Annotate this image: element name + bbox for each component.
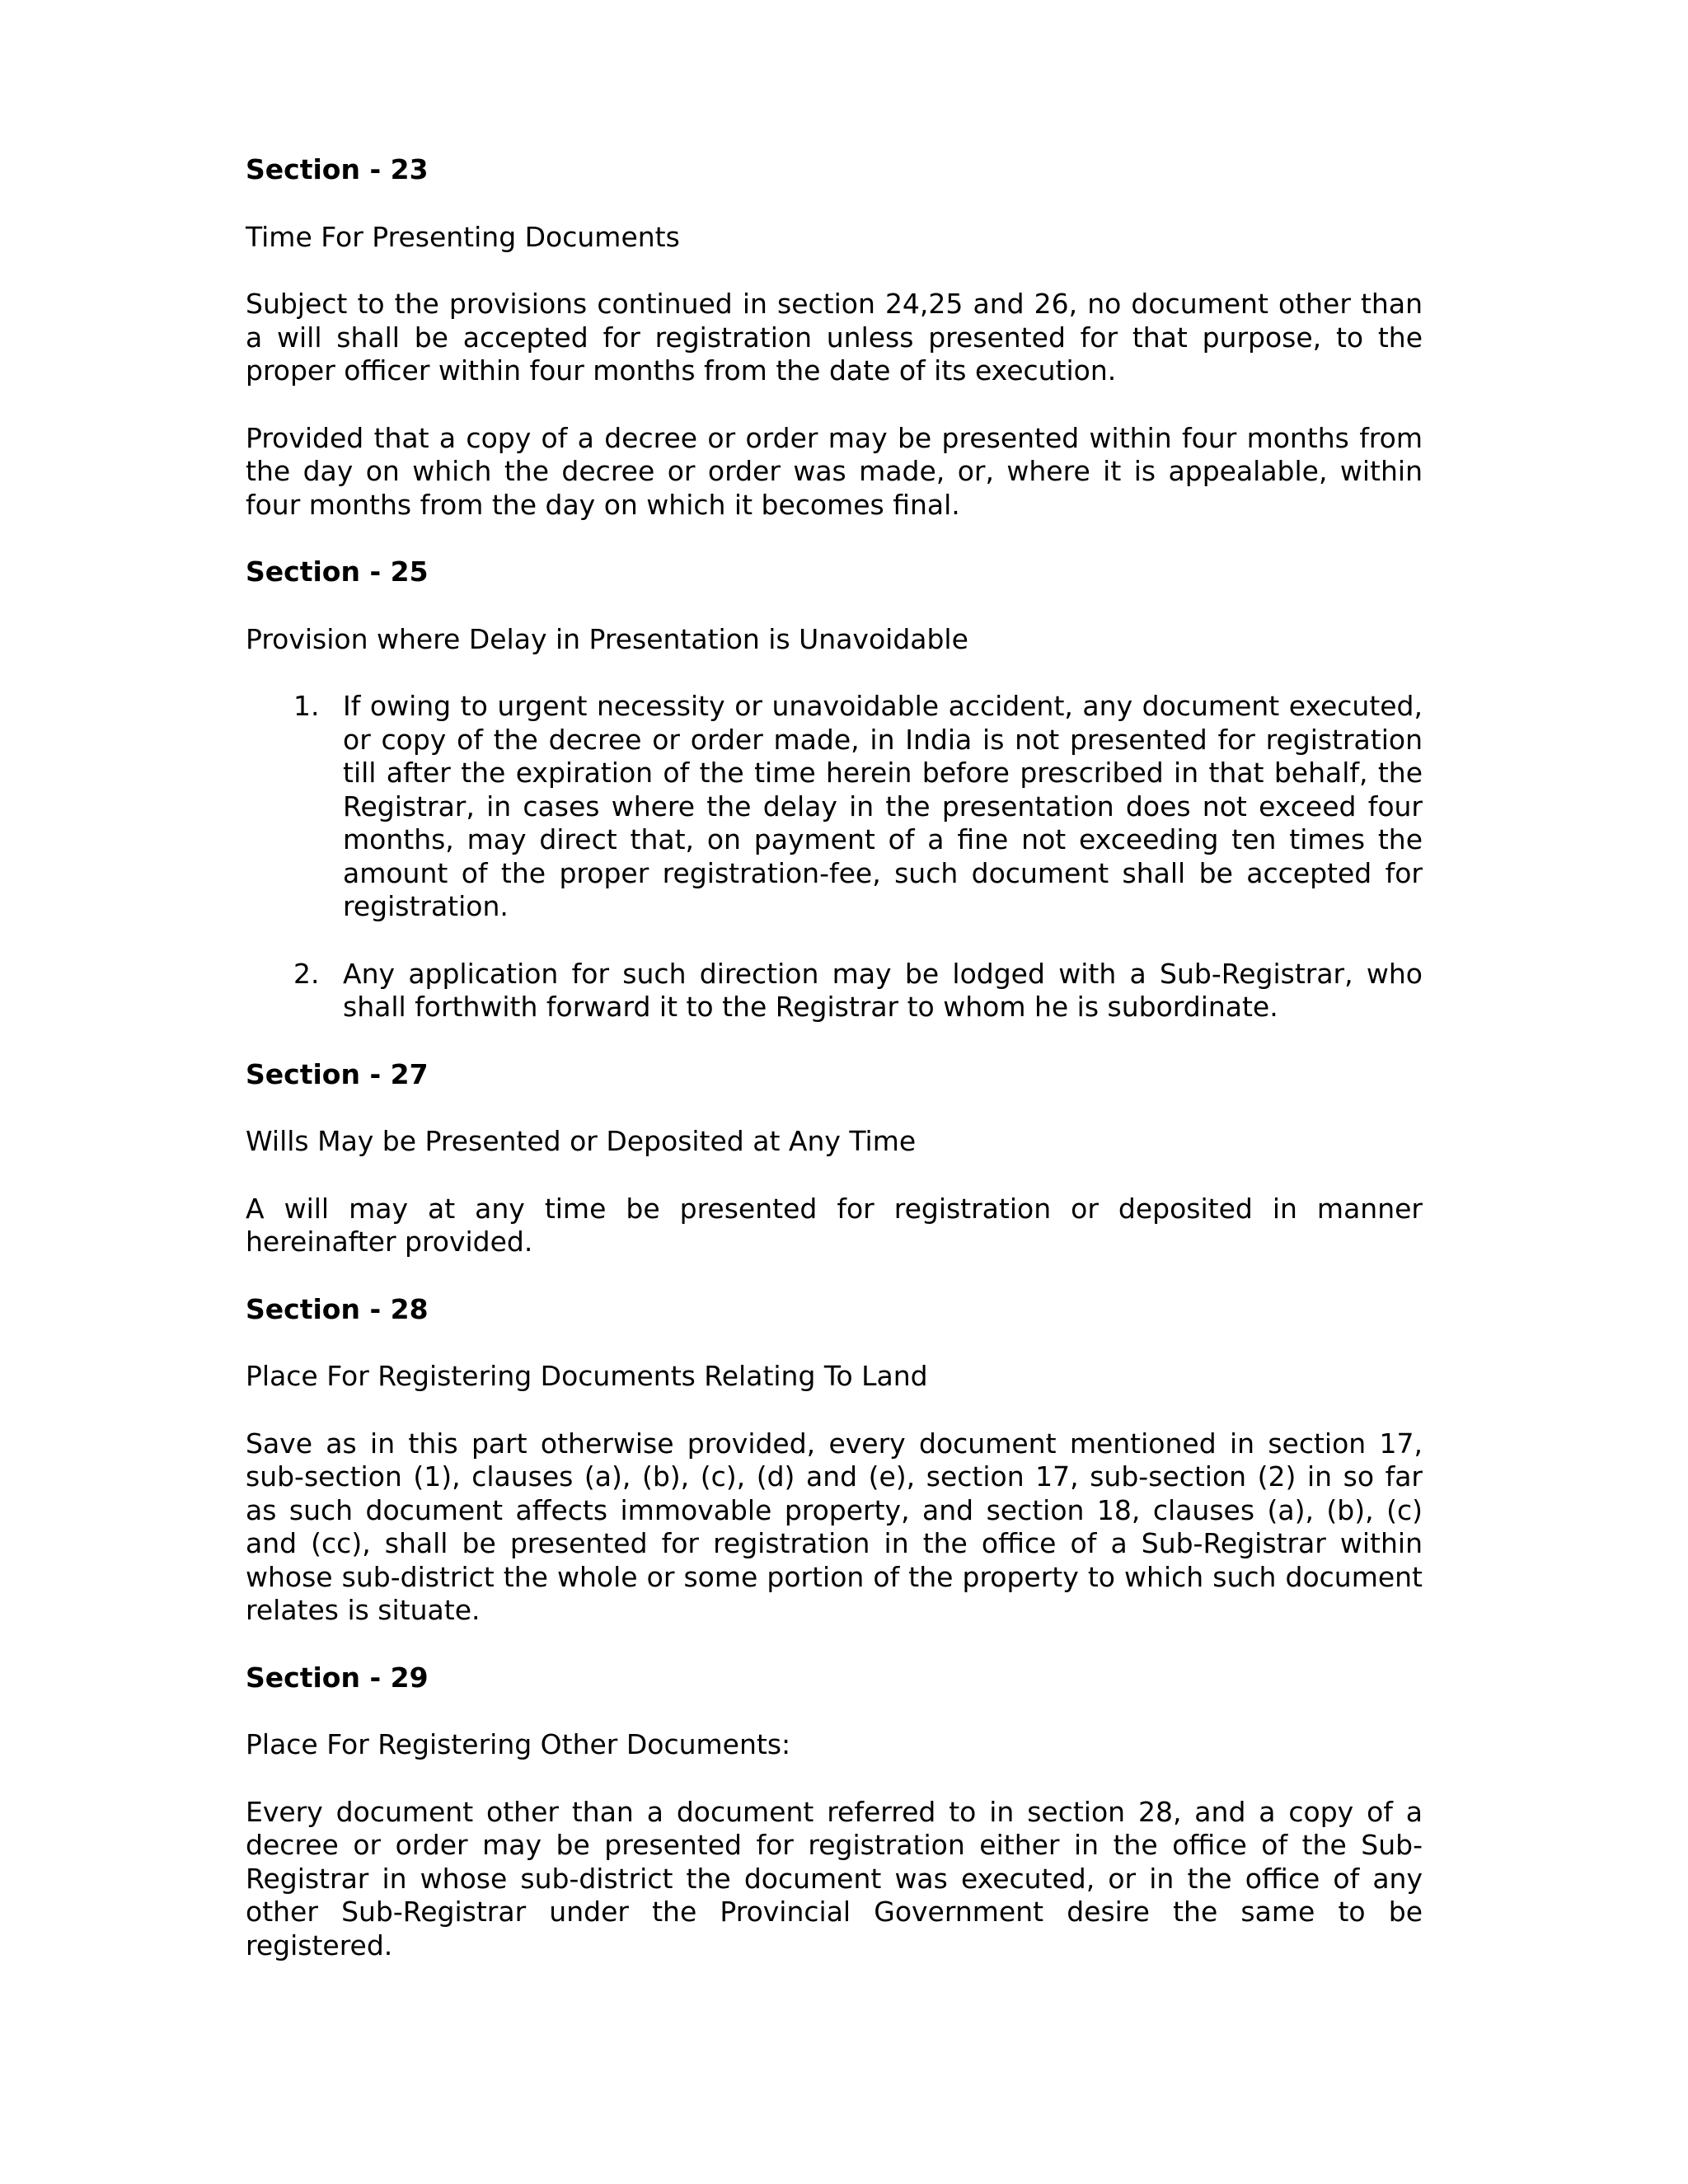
section-title: Place For Registering Documents Relating To Land bbox=[246, 1360, 928, 1392]
section-heading: Section - 23 bbox=[246, 153, 429, 185]
section-title: Provision where Delay in Presentation is Unavoidable bbox=[246, 622, 968, 655]
section-heading: Section - 28 bbox=[246, 1292, 429, 1325]
section-27 bbox=[246, 1058, 1423, 1259]
list-item-text: If owing to urgent necessity or unavoidable accident, any document executed, or copy of the decree or order made, in India is not presented for registration till after the expiration of the time herein before prescribed in that behalf, the Registrar, in cases where the delay in the presentation does not exceed four months, may direct that, on payment of a fine not exceeding ten times the amount of the proper registration-fee, such document shall be accepted for registration. bbox=[343, 690, 1423, 922]
list-item bbox=[246, 958, 1423, 1024]
section-23 bbox=[246, 153, 1423, 522]
section-paragraph: Provided that a copy of a decree or order may be presented within four months from the day on which the decree or order was made, or, where it is appealable, within four months from the day on which it becomes final. bbox=[246, 421, 1423, 521]
section-paragraph: Save as in this part otherwise provided, every document mentioned in section 17, sub-section (1), clauses (a), (b), (c), (d) and (e), section 17, sub-section (2) in so far as such document affects immovable property, and section 18, clauses (a), (b), (c) and (cc), shall be presented for registration in the office of a Sub-Registrar within whose sub-district the whole or some portion of the property to which such document relates is situate. bbox=[246, 1427, 1423, 1626]
list-item-number: 1. bbox=[293, 690, 320, 722]
list-item bbox=[246, 690, 1423, 924]
list-item-number: 2. bbox=[293, 957, 320, 990]
section-29 bbox=[246, 1661, 1423, 1963]
section-paragraph: Every document other than a document referred to in section 28, and a copy of a decree or order may be presented for registration either in the office of the Sub-Registrar in whose sub-district the document was executed, or in the office of any other Sub-Registrar under the Provincial Government desire the same to be registered. bbox=[246, 1795, 1423, 1961]
section-25 bbox=[246, 555, 1423, 1024]
numbered-list bbox=[246, 690, 1423, 1024]
section-heading: Section - 27 bbox=[246, 1057, 429, 1090]
document-page bbox=[246, 153, 1423, 1996]
section-paragraph: A will may at any time be presented for registration or deposited in manner hereinafter provided. bbox=[246, 1192, 1423, 1258]
section-title: Place For Registering Other Documents: bbox=[246, 1728, 791, 1760]
section-heading: Section - 25 bbox=[246, 555, 429, 588]
section-28 bbox=[246, 1293, 1423, 1628]
list-item-text: Any application for such direction may be lodged with a Sub-Registrar, who shall forthwith forward it to the Registrar to whom he is subordinate. bbox=[343, 957, 1423, 1023]
section-title: Time For Presenting Documents bbox=[246, 220, 680, 253]
section-paragraph: Subject to the provisions continued in section 24,25 and 26, no document other than a will shall be accepted for registration unless presented for that purpose, to the proper officer within four months from the date of its execution. bbox=[246, 288, 1423, 387]
section-title: Wills May be Presented or Deposited at Any Time bbox=[246, 1125, 917, 1157]
section-heading: Section - 29 bbox=[246, 1661, 429, 1694]
